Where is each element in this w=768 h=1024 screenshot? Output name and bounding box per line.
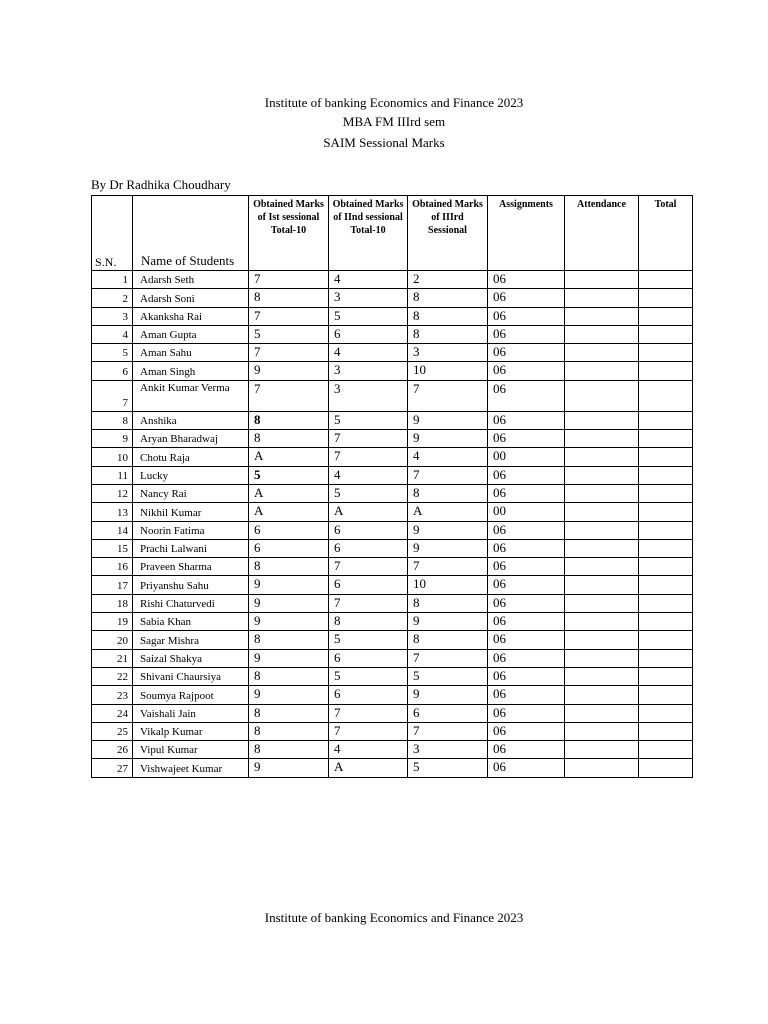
sessional-2-cell: 7 [329, 448, 408, 466]
attendance-cell [565, 704, 639, 722]
serial-number-cell: 26 [92, 741, 133, 759]
attendance-cell [565, 484, 639, 502]
total-cell [639, 271, 693, 289]
student-name-cell: Vaishali Jain [133, 704, 249, 722]
sessional-1-cell: 9 [249, 759, 329, 777]
sessional-2-cell: 4 [329, 344, 408, 362]
table-row [92, 576, 693, 594]
sessional-3-cell: A [408, 503, 488, 521]
assignments-cell: 06 [488, 576, 565, 594]
sessional-3-cell: 3 [408, 741, 488, 759]
sessional-2-cell: 6 [329, 325, 408, 343]
table-header-row [92, 196, 693, 271]
serial-number-cell: 5 [92, 344, 133, 362]
student-name-cell: Sabia Khan [133, 613, 249, 631]
sessional-3-cell: 10 [408, 362, 488, 380]
serial-number-cell: 2 [92, 289, 133, 307]
serial-number-cell: 23 [92, 686, 133, 704]
serial-number-cell: 1 [92, 271, 133, 289]
sessional-2-cell: 3 [329, 380, 408, 411]
sessional-1-cell: 7 [249, 307, 329, 325]
assignments-cell: 06 [488, 380, 565, 411]
col-header-sessional-3: Obtained Marks of IIIrd Sessional [408, 196, 488, 271]
sessional-1-cell: A [249, 484, 329, 502]
sessional-2-cell: A [329, 759, 408, 777]
sessional-3-cell: 5 [408, 759, 488, 777]
serial-number-cell: 7 [92, 380, 133, 411]
sessional-3-cell: 8 [408, 631, 488, 649]
sessional-2-cell: 6 [329, 539, 408, 557]
sessional-1-cell: 8 [249, 558, 329, 576]
total-cell [639, 722, 693, 740]
serial-number-cell: 27 [92, 759, 133, 777]
sessional-3-cell: 9 [408, 521, 488, 539]
sessional-3-cell: 7 [408, 649, 488, 667]
sessional-2-cell: 8 [329, 613, 408, 631]
attendance-cell [565, 325, 639, 343]
total-cell [639, 631, 693, 649]
sessional-2-cell: 5 [329, 667, 408, 685]
total-cell [639, 741, 693, 759]
sessional-2-cell: 4 [329, 466, 408, 484]
table-row [92, 722, 693, 740]
total-cell [639, 362, 693, 380]
table-row [92, 484, 693, 502]
student-name-cell: Praveen Sharma [133, 558, 249, 576]
total-cell [639, 448, 693, 466]
sessional-3-cell: 7 [408, 722, 488, 740]
assignments-cell: 06 [488, 411, 565, 429]
table-row [92, 503, 693, 521]
sessional-2-cell: 6 [329, 576, 408, 594]
sessional-1-cell: A [249, 503, 329, 521]
serial-number-cell: 16 [92, 558, 133, 576]
total-cell [639, 759, 693, 777]
assignments-cell: 06 [488, 704, 565, 722]
attendance-cell [565, 344, 639, 362]
col-header-sn: S.N. [92, 196, 133, 271]
total-cell [639, 686, 693, 704]
sessional-3-cell: 7 [408, 466, 488, 484]
assignments-cell: 06 [488, 362, 565, 380]
sessional-2-cell: 6 [329, 686, 408, 704]
sessional-3-cell: 8 [408, 307, 488, 325]
sessional-1-cell: 8 [249, 289, 329, 307]
col-header-sessional-2: Obtained Marks of IInd sessional Total-10 [329, 196, 408, 271]
sessional-2-cell: 4 [329, 271, 408, 289]
table-row [92, 667, 693, 685]
sessional-1-cell: 7 [249, 344, 329, 362]
sessional-3-cell: 8 [408, 325, 488, 343]
assignments-cell: 06 [488, 741, 565, 759]
serial-number-cell: 9 [92, 430, 133, 448]
assignments-cell: 06 [488, 759, 565, 777]
total-cell [639, 613, 693, 631]
student-name-cell: Shivani Chaursiya [133, 667, 249, 685]
table-row [92, 539, 693, 557]
table-row [92, 613, 693, 631]
sessional-3-cell: 9 [408, 613, 488, 631]
serial-number-cell: 21 [92, 649, 133, 667]
student-name-cell: Nancy Rai [133, 484, 249, 502]
serial-number-cell: 15 [92, 539, 133, 557]
col-header-attendance: Attendance [565, 196, 639, 271]
attendance-cell [565, 667, 639, 685]
serial-number-cell: 10 [92, 448, 133, 466]
col-header-total: Total [639, 196, 693, 271]
total-cell [639, 307, 693, 325]
table-row [92, 289, 693, 307]
sessional-1-cell: 8 [249, 411, 329, 429]
sessional-2-cell: 7 [329, 558, 408, 576]
sessional-2-cell: 3 [329, 362, 408, 380]
table-row [92, 307, 693, 325]
sessional-3-cell: 9 [408, 430, 488, 448]
student-name-cell: Rishi Chaturvedi [133, 594, 249, 612]
attendance-cell [565, 613, 639, 631]
attendance-cell [565, 466, 639, 484]
attendance-cell [565, 558, 639, 576]
student-name-cell: Soumya Rajpoot [133, 686, 249, 704]
student-name-cell: Aman Singh [133, 362, 249, 380]
student-name-cell: Nikhil Kumar [133, 503, 249, 521]
sessional-1-cell: 8 [249, 741, 329, 759]
sessional-1-cell: 6 [249, 539, 329, 557]
program-title: MBA FM IIIrd sem [342, 114, 446, 129]
attendance-cell [565, 631, 639, 649]
table-row [92, 380, 693, 411]
attendance-cell [565, 741, 639, 759]
sessional-1-cell: 9 [249, 613, 329, 631]
table-row [92, 686, 693, 704]
serial-number-cell: 25 [92, 722, 133, 740]
student-name-cell: Priyanshu Sahu [133, 576, 249, 594]
student-name-cell: Adarsh Seth [133, 271, 249, 289]
sessional-3-cell: 3 [408, 344, 488, 362]
attendance-cell [565, 722, 639, 740]
attendance-cell [565, 362, 639, 380]
serial-number-cell: 3 [92, 307, 133, 325]
total-cell [639, 649, 693, 667]
assignments-cell: 06 [488, 631, 565, 649]
sessional-3-cell: 7 [408, 380, 488, 411]
sessional-1-cell: 8 [249, 430, 329, 448]
attendance-cell [565, 539, 639, 557]
attendance-cell [565, 503, 639, 521]
table-row [92, 271, 693, 289]
sessional-2-cell: 6 [329, 649, 408, 667]
attendance-cell [565, 594, 639, 612]
assignments-cell: 00 [488, 503, 565, 521]
sessional-2-cell: 4 [329, 741, 408, 759]
sessional-2-cell: 6 [329, 521, 408, 539]
attendance-cell [565, 307, 639, 325]
assignments-cell: 06 [488, 686, 565, 704]
sessional-2-cell: 7 [329, 594, 408, 612]
serial-number-cell: 14 [92, 521, 133, 539]
attendance-cell [565, 271, 639, 289]
sessional-3-cell: 4 [408, 448, 488, 466]
sessional-2-cell: 7 [329, 430, 408, 448]
table-row [92, 594, 693, 612]
table-row [92, 558, 693, 576]
sessional-3-cell: 8 [408, 484, 488, 502]
sessional-3-cell: 9 [408, 411, 488, 429]
sessional-2-cell: 5 [329, 307, 408, 325]
col-header-sessional-1: Obtained Marks of Ist sessional Total-10 [249, 196, 329, 271]
sessional-1-cell: 9 [249, 594, 329, 612]
total-cell [639, 380, 693, 411]
serial-number-cell: 6 [92, 362, 133, 380]
total-cell [639, 325, 693, 343]
serial-number-cell: 19 [92, 613, 133, 631]
sessional-1-cell: 8 [249, 722, 329, 740]
serial-number-cell: 12 [92, 484, 133, 502]
student-name-cell: Akanksha Rai [133, 307, 249, 325]
sessional-1-cell: A [249, 448, 329, 466]
table-row [92, 649, 693, 667]
assignments-cell: 06 [488, 667, 565, 685]
sessional-1-cell: 6 [249, 521, 329, 539]
table-row [92, 631, 693, 649]
sessional-2-cell: 5 [329, 484, 408, 502]
table-row [92, 344, 693, 362]
assignments-cell: 06 [488, 539, 565, 557]
student-name-cell: Saizal Shakya [133, 649, 249, 667]
attendance-cell [565, 576, 639, 594]
sessional-1-cell: 8 [249, 667, 329, 685]
sessional-1-cell: 9 [249, 686, 329, 704]
attendance-cell [565, 759, 639, 777]
serial-number-cell: 20 [92, 631, 133, 649]
assignments-cell: 06 [488, 289, 565, 307]
serial-number-cell: 13 [92, 503, 133, 521]
table-row [92, 448, 693, 466]
table-row [92, 411, 693, 429]
total-cell [639, 484, 693, 502]
sessional-1-cell: 8 [249, 631, 329, 649]
serial-number-cell: 17 [92, 576, 133, 594]
sessional-3-cell: 5 [408, 667, 488, 685]
assignments-cell: 06 [488, 307, 565, 325]
sessional-3-cell: 9 [408, 686, 488, 704]
sessional-2-cell: 5 [329, 631, 408, 649]
student-name-cell: Noorin Fatima [133, 521, 249, 539]
col-header-name: Name of Students [133, 196, 249, 271]
assignments-cell: 06 [488, 594, 565, 612]
sessional-1-cell: 9 [249, 576, 329, 594]
sessional-2-cell: 3 [329, 289, 408, 307]
assignments-cell: 06 [488, 271, 565, 289]
sessional-1-cell: 9 [249, 362, 329, 380]
student-name-cell: Aman Sahu [133, 344, 249, 362]
attendance-cell [565, 430, 639, 448]
sessional-3-cell: 8 [408, 594, 488, 612]
total-cell [639, 539, 693, 557]
assignments-cell: 00 [488, 448, 565, 466]
total-cell [639, 466, 693, 484]
serial-number-cell: 24 [92, 704, 133, 722]
total-cell [639, 503, 693, 521]
sessional-2-cell: 5 [329, 411, 408, 429]
student-name-cell: Ankit Kumar Verma [133, 380, 249, 411]
serial-number-cell: 8 [92, 411, 133, 429]
attendance-cell [565, 521, 639, 539]
total-cell [639, 704, 693, 722]
attendance-cell [565, 448, 639, 466]
total-cell [639, 576, 693, 594]
sessional-1-cell: 5 [249, 325, 329, 343]
assignments-cell: 06 [488, 466, 565, 484]
table-row [92, 741, 693, 759]
sessional-3-cell: 9 [408, 539, 488, 557]
assignments-cell: 06 [488, 344, 565, 362]
sessional-3-cell: 6 [408, 704, 488, 722]
serial-number-cell: 18 [92, 594, 133, 612]
sessional-1-cell: 5 [249, 466, 329, 484]
assignments-cell: 06 [488, 722, 565, 740]
attendance-cell [565, 289, 639, 307]
document-title: SAIM Sessional Marks [323, 135, 445, 150]
assignments-cell: 06 [488, 430, 565, 448]
table-row [92, 704, 693, 722]
total-cell [639, 521, 693, 539]
sessional-1-cell: 9 [249, 649, 329, 667]
sessional-2-cell: 7 [329, 722, 408, 740]
institute-title: Institute of banking Economics and Finance 2023 [264, 95, 524, 110]
assignments-cell: 06 [488, 649, 565, 667]
table-row [92, 430, 693, 448]
col-header-assignments: Assignments [488, 196, 565, 271]
sessional-1-cell: 7 [249, 380, 329, 411]
student-name-cell: Prachi Lalwani [133, 539, 249, 557]
assignments-cell: 06 [488, 613, 565, 631]
marks-table [91, 195, 693, 778]
table-row [92, 466, 693, 484]
serial-number-cell: 22 [92, 667, 133, 685]
student-name-cell: Sagar Mishra [133, 631, 249, 649]
table-row [92, 521, 693, 539]
sessional-2-cell: 7 [329, 704, 408, 722]
table-row [92, 759, 693, 777]
serial-number-cell: 4 [92, 325, 133, 343]
attendance-cell [565, 380, 639, 411]
sessional-3-cell: 7 [408, 558, 488, 576]
table-row [92, 325, 693, 343]
sessional-2-cell: A [329, 503, 408, 521]
student-name-cell: Vikalp Kumar [133, 722, 249, 740]
student-name-cell: Aman Gupta [133, 325, 249, 343]
serial-number-cell: 11 [92, 466, 133, 484]
total-cell [639, 344, 693, 362]
assignments-cell: 06 [488, 558, 565, 576]
student-name-cell: Anshika [133, 411, 249, 429]
table-row [92, 362, 693, 380]
total-cell [639, 411, 693, 429]
student-name-cell: Lucky [133, 466, 249, 484]
assignments-cell: 06 [488, 521, 565, 539]
student-name-cell: Vipul Kumar [133, 741, 249, 759]
student-name-cell: Chotu Raja [133, 448, 249, 466]
total-cell [639, 558, 693, 576]
total-cell [639, 430, 693, 448]
assignments-cell: 06 [488, 484, 565, 502]
attendance-cell [565, 411, 639, 429]
attendance-cell [565, 686, 639, 704]
total-cell [639, 289, 693, 307]
sessional-3-cell: 8 [408, 289, 488, 307]
sessional-1-cell: 7 [249, 271, 329, 289]
sessional-3-cell: 2 [408, 271, 488, 289]
total-cell [639, 594, 693, 612]
attendance-cell [565, 649, 639, 667]
sessional-1-cell: 8 [249, 704, 329, 722]
assignments-cell: 06 [488, 325, 565, 343]
student-name-cell: Adarsh Soni [133, 289, 249, 307]
student-name-cell: Vishwajeet Kumar [133, 759, 249, 777]
sessional-3-cell: 10 [408, 576, 488, 594]
footer-institute: Institute of banking Economics and Finance 2023 [264, 910, 524, 925]
author-byline: By Dr Radhika Choudhary [91, 177, 231, 192]
student-name-cell: Aryan Bharadwaj [133, 430, 249, 448]
total-cell [639, 667, 693, 685]
